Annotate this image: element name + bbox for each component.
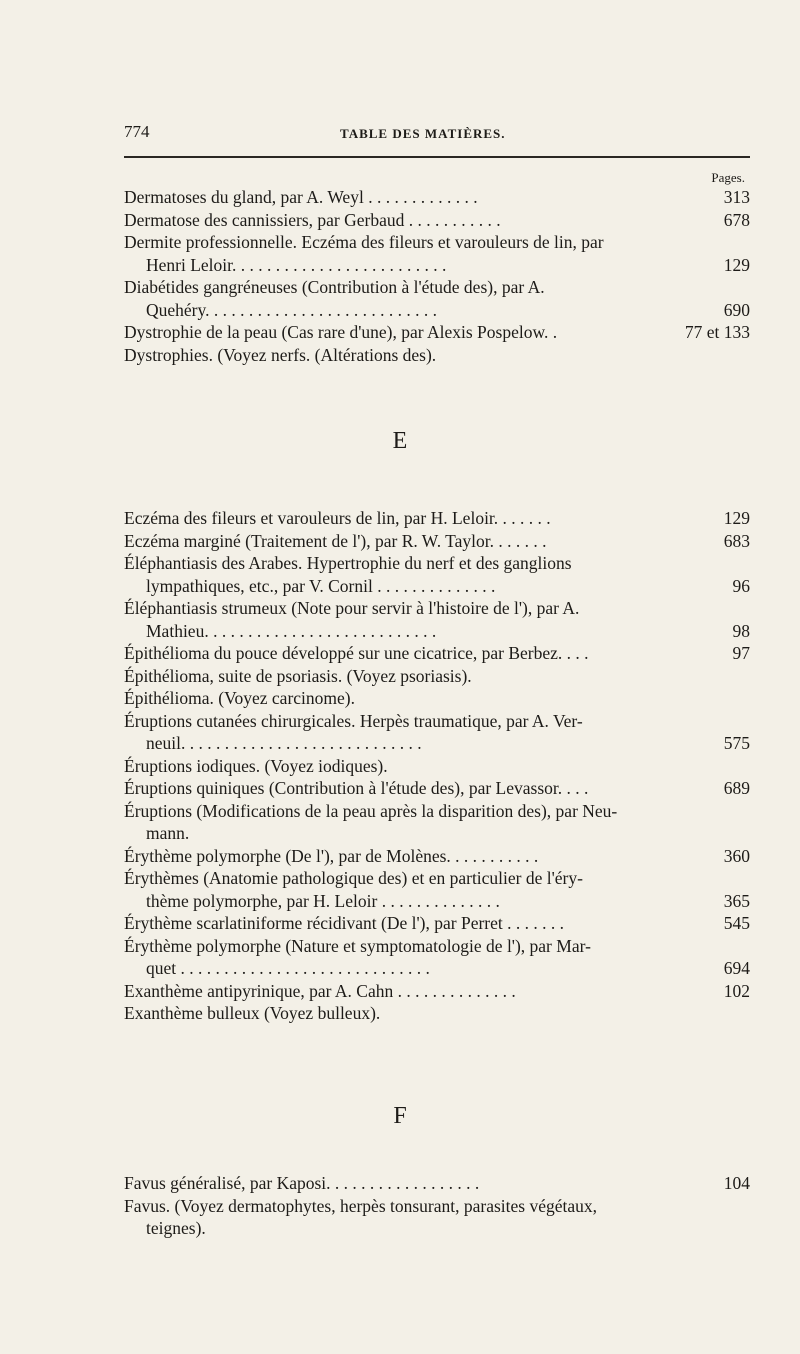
- entry-page-number: 77 et 133: [684, 322, 750, 342]
- entry-page-number: 102: [723, 980, 750, 1001]
- entry-page-number: 98: [732, 620, 750, 641]
- section-d: [124, 186, 750, 366]
- entry-line: [124, 935, 750, 958]
- entry-continuation-line: [124, 299, 750, 322]
- toc-entry: [124, 755, 750, 778]
- toc-entry: [124, 231, 750, 276]
- entry-text: lympathiques, etc., par V. Cornil . . . . . . . . . . . . . .: [146, 575, 496, 596]
- entry-text: Favus généralisé, par Kaposi. . . . . . . . . . . . . . . . . .: [124, 1173, 480, 1193]
- header-rule: [124, 156, 750, 158]
- entry-page-number: 365: [723, 890, 750, 911]
- entry-text: Exanthème antipyrinique, par A. Cahn . . . . . . . . . . . . . .: [124, 980, 516, 1001]
- entry-text: Mathieu. . . . . . . . . . . . . . . . . . . . . . . . . . .: [146, 620, 437, 641]
- entry-text: Éléphantiasis des Arabes. Hypertrophie du nerf et des ganglions: [124, 553, 572, 573]
- entry-text: Éléphantiasis strumeux (Note pour servir à l'histoire de l'), par A.: [124, 598, 580, 618]
- toc-entry: [124, 1002, 750, 1025]
- entry-line: [124, 1002, 750, 1025]
- entry-text: Érythème polymorphe (De l'), par de Molènes. . . . . . . . . . .: [124, 845, 539, 866]
- entry-text: Éruptions cutanées chirurgicales. Herpès traumatique, par A. Ver-: [124, 710, 583, 731]
- entry-line: [124, 597, 750, 620]
- entry-line: [124, 687, 750, 710]
- toc-entry: [124, 209, 750, 232]
- entry-page-number: 104: [723, 1173, 750, 1193]
- toc-entry: [124, 507, 750, 530]
- entry-text: Dermatoses du gland, par A. Weyl . . . . . . . . . . . . .: [124, 187, 478, 207]
- section-letter-e: E: [392, 428, 408, 454]
- entry-text: Dermatose des cannissiers, par Gerbaud . . . . . . . . . . .: [124, 209, 501, 230]
- toc-entry: [124, 1195, 750, 1240]
- entry-line: [124, 867, 750, 890]
- pages-label: Pages.: [711, 170, 745, 185]
- entry-text: Dystrophie de la peau (Cas rare d'une), par Alexis Pospelow. .: [124, 322, 558, 342]
- entry-line: [124, 530, 750, 553]
- entry-line: [124, 321, 750, 344]
- page-number: 774: [124, 122, 150, 141]
- entry-text: mann.: [146, 823, 190, 843]
- entry-line: [124, 186, 750, 209]
- entry-line: [124, 800, 750, 823]
- entry-page-number: 313: [723, 187, 750, 207]
- entry-text: Eczéma marginé (Traitement de l'), par R. W. Taylor. . . . . . .: [124, 530, 547, 551]
- entry-text: Éruptions (Modifications de la peau après la disparition des), par Neu-: [124, 800, 618, 821]
- entry-page-number: 678: [723, 209, 750, 230]
- entry-text: quet . . . . . . . . . . . . . . . . . . . . . . . . . . . . .: [146, 958, 430, 978]
- entry-text: Érythèmes (Anatomie pathologique des) et en particulier de l'éry-: [124, 868, 583, 888]
- entry-text: Favus. (Voyez dermatophytes, herpès tonsurant, parasites végétaux,: [124, 1195, 598, 1216]
- entry-text: Épithélioma du pouce développé sur une cicatrice, par Berbez. . . .: [124, 643, 589, 663]
- toc-entry: [124, 800, 750, 845]
- toc-entry: [124, 344, 750, 367]
- toc-entry: [124, 912, 750, 935]
- entry-continuation-line: [124, 575, 750, 598]
- entry-text: Érythème polymorphe (Nature et symptomatologie de l'), par Mar-: [124, 935, 591, 956]
- entry-continuation-line: [124, 254, 750, 277]
- entry-line: [124, 665, 750, 688]
- entry-continuation-line: [124, 822, 750, 845]
- section-f: [124, 1172, 750, 1240]
- toc-entry: [124, 530, 750, 553]
- toc-entry: [124, 845, 750, 868]
- toc-entry: [124, 980, 750, 1003]
- toc-entry: [124, 642, 750, 665]
- toc-entry: [124, 1172, 750, 1195]
- entry-text: Quehéry. . . . . . . . . . . . . . . . . . . . . . . . . . .: [146, 299, 437, 320]
- entry-line: [124, 845, 750, 868]
- entry-page-number: 689: [723, 778, 750, 798]
- entry-text: Eczéma des fileurs et varouleurs de lin, par H. Leloir. . . . . . .: [124, 508, 551, 528]
- entry-page-number: 683: [723, 530, 750, 551]
- entry-line: [124, 344, 750, 367]
- toc-entry: [124, 710, 750, 755]
- entry-text: teignes).: [146, 1218, 206, 1238]
- entry-line: [124, 1195, 750, 1218]
- entry-text: Épithélioma, suite de psoriasis. (Voyez psoriasis).: [124, 665, 472, 686]
- entry-continuation-line: [124, 890, 750, 913]
- entry-line: [124, 552, 750, 575]
- toc-entry: [124, 552, 750, 597]
- entry-line: [124, 231, 750, 254]
- entry-continuation-line: [124, 732, 750, 755]
- entry-line: [124, 276, 750, 299]
- toc-entry: [124, 687, 750, 710]
- section-letter-f: F: [393, 1103, 407, 1129]
- entry-line: [124, 980, 750, 1003]
- entry-line: [124, 209, 750, 232]
- entry-line: [124, 507, 750, 530]
- entry-continuation-line: [124, 620, 750, 643]
- entry-text: Dermite professionnelle. Eczéma des fileurs et varouleurs de lin, par: [124, 232, 604, 252]
- entry-line: [124, 642, 750, 665]
- toc-entry: [124, 276, 750, 321]
- entry-page-number: 129: [723, 254, 750, 275]
- entry-page-number: 575: [723, 733, 750, 753]
- section-e: [124, 507, 750, 1025]
- entry-line: [124, 912, 750, 935]
- entry-continuation-line: [124, 1217, 750, 1240]
- toc-entry: [124, 665, 750, 688]
- entry-page-number: 129: [723, 508, 750, 528]
- entry-text: Éruptions quiniques (Contribution à l'étude des), par Levassor. . . .: [124, 778, 589, 798]
- entry-page-number: 97: [732, 643, 750, 663]
- toc-entry: [124, 777, 750, 800]
- running-title: TABLE DES MATIÈRES.: [340, 126, 506, 141]
- toc-entry: [124, 597, 750, 642]
- entry-text: Éruptions iodiques. (Voyez iodiques).: [124, 755, 388, 776]
- entry-page-number: 545: [723, 913, 750, 933]
- entry-line: [124, 777, 750, 800]
- entry-page-number: 694: [723, 958, 750, 978]
- entry-text: Exanthème bulleux (Voyez bulleux).: [124, 1003, 381, 1023]
- entry-line: [124, 710, 750, 733]
- entry-page-number: 96: [732, 575, 750, 596]
- entry-page-number: 690: [723, 299, 750, 320]
- entry-page-number: 360: [723, 845, 750, 866]
- entry-text: Diabétides gangréneuses (Contribution à l'étude des), par A.: [124, 277, 545, 297]
- entry-line: [124, 755, 750, 778]
- entry-line: [124, 1172, 750, 1195]
- entry-text: neuil. . . . . . . . . . . . . . . . . . . . . . . . . . . .: [146, 733, 422, 753]
- toc-entry: [124, 321, 750, 344]
- entry-continuation-line: [124, 957, 750, 980]
- entry-text: Dystrophies. (Voyez nerfs. (Altérations des).: [124, 344, 437, 365]
- entry-text: Érythème scarlatiniforme récidivant (De l'), par Perret . . . . . . .: [124, 913, 564, 933]
- toc-entry: [124, 867, 750, 912]
- entry-text: Henri Leloir. . . . . . . . . . . . . . . . . . . . . . . . .: [146, 254, 447, 275]
- entry-text: thème polymorphe, par H. Leloir . . . . . . . . . . . . . .: [146, 890, 500, 911]
- toc-entry: [124, 186, 750, 209]
- entry-text: Épithélioma. (Voyez carcinome).: [124, 688, 355, 708]
- toc-entry: [124, 935, 750, 980]
